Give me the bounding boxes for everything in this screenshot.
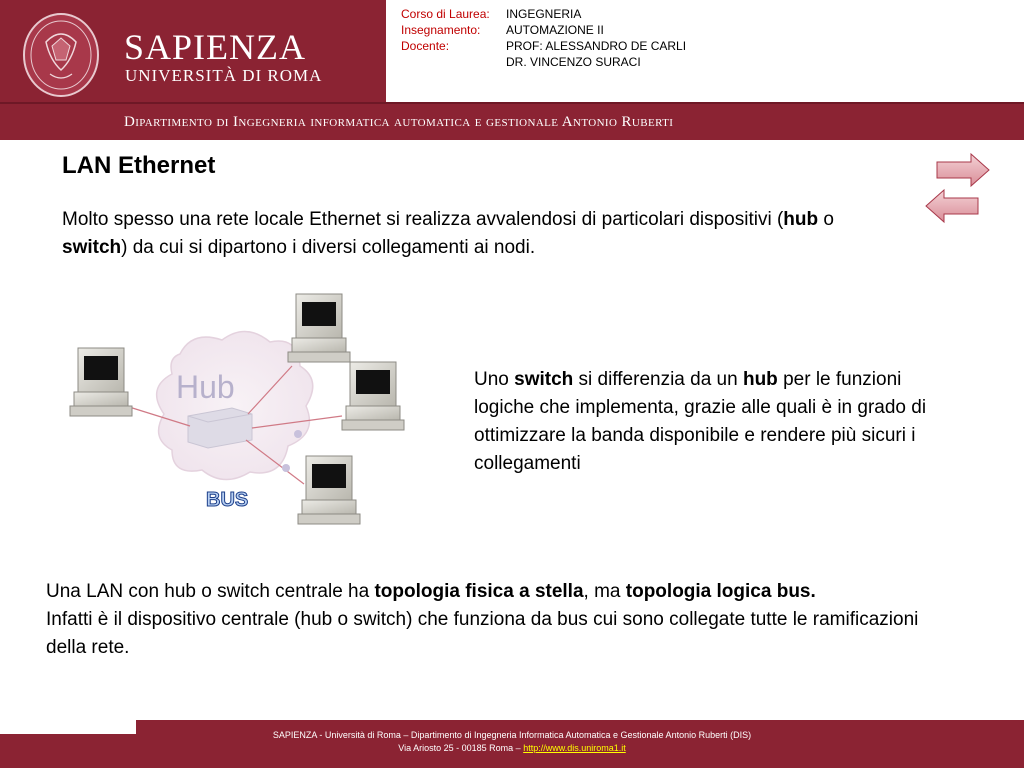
course-label: Corso di Laurea: — [401, 7, 490, 21]
bus-label: BUS — [206, 489, 249, 511]
link-node — [282, 464, 290, 472]
intro-paragraph — [62, 206, 852, 262]
hub-device-icon — [188, 408, 252, 448]
intro-text: o — [818, 209, 834, 230]
computer-icon — [288, 294, 350, 362]
previous-slide-arrow-icon[interactable] — [924, 188, 980, 224]
intro-bold-hub: hub — [783, 209, 819, 230]
course-label: Docente: — [401, 39, 450, 53]
next-slide-arrow-icon[interactable] — [935, 152, 991, 188]
intro-bold-switch: switch — [62, 237, 122, 258]
topology-paragraph — [46, 578, 956, 662]
intro-text: Molto spesso una rete locale Ethernet si realizza avvalendosi di particolari dispositivi ( — [62, 209, 784, 230]
footer-line-2 — [0, 742, 1024, 755]
switch-desc-text: si differenzia da un — [573, 369, 743, 390]
switch-desc-text: Uno — [474, 369, 515, 390]
course-row — [401, 54, 686, 70]
switch-desc-text: per le funzioni logiche che implementa, grazie alle quali è in grado di ottimizzare la banda disponibile e rendere più sicuri i collegamenti — [474, 369, 927, 474]
course-row — [401, 38, 686, 54]
course-value: DR. VINCENZO SURACI — [506, 55, 641, 69]
footer-line-1: SAPIENZA - Università di Roma – Dipartimento di Ingegneria Informatica Automatica e Gestionale Antonio Ruberti (DIS) — [272, 730, 752, 740]
intro-text: ) da cui si dipartono i diversi collegamenti ai nodi. — [121, 237, 536, 258]
topology-text: Una LAN con hub o switch centrale ha — [46, 581, 375, 602]
switch-desc-bold-switch: switch — [514, 369, 574, 390]
department-band-divider — [0, 102, 1024, 104]
course-label — [401, 54, 506, 70]
footer-address: Via Ariosto 25 - 00185 Roma – — [398, 743, 524, 753]
slide-title: LAN Ethernet — [62, 152, 216, 179]
hub-network-diagram — [60, 288, 430, 550]
computer-icon — [342, 362, 404, 430]
link-node — [294, 430, 302, 438]
course-value: INGEGNERIA — [506, 7, 582, 21]
course-row — [401, 6, 686, 22]
brand-subtitle: UNIVERSITÀ DI ROMA — [125, 66, 323, 85]
topology-bold-logical: topologia logica bus. — [625, 581, 816, 602]
topology-text: , ma — [583, 581, 626, 602]
footer-website-link[interactable]: http://www.dis.uniroma1.it — [523, 743, 626, 753]
course-value: PROF: ALESSANDRO DE CARLI — [506, 39, 687, 53]
course-label: Insegnamento: — [401, 23, 481, 37]
switch-description — [474, 366, 934, 478]
course-row — [401, 22, 686, 38]
computer-icon — [70, 348, 132, 416]
computer-icon — [298, 456, 360, 524]
course-info — [401, 6, 686, 70]
switch-desc-bold-hub: hub — [742, 369, 778, 390]
course-value: AUTOMAZIONE II — [506, 23, 604, 37]
university-seal-icon — [22, 12, 100, 98]
brand-name: SAPIENZA — [124, 27, 307, 67]
footer — [0, 729, 1024, 755]
topology-explanation: Infatti è il dispositivo centrale (hub o switch) che funziona da bus cui sono collegate tutte le ramificazioni della rete. — [46, 609, 919, 658]
hub-label: Hub — [176, 369, 235, 405]
department-name: Dipartimento di Ingegneria informatica automatica e gestionale Antonio Ruberti — [124, 114, 674, 130]
topology-bold-physical: topologia fisica a stella — [374, 581, 584, 602]
